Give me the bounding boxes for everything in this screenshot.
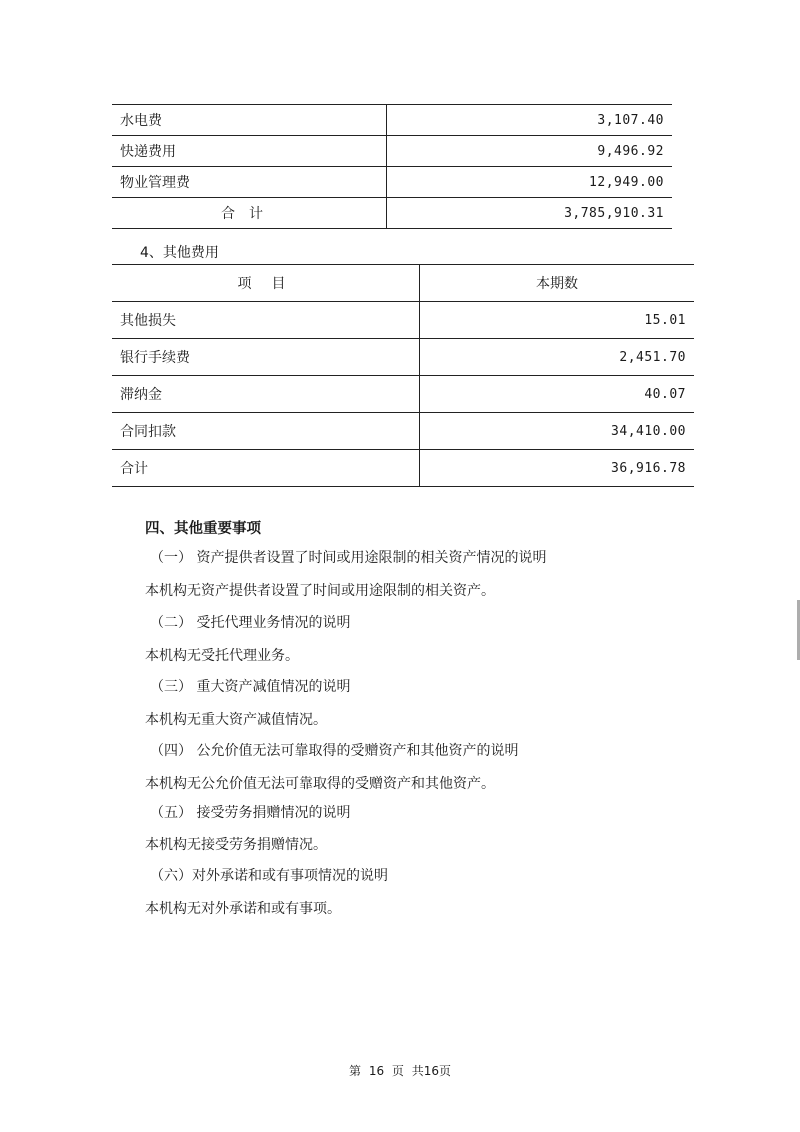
item-text: 本机构无公允价值无法可靠取得的受赠资产和其他资产。	[145, 776, 495, 792]
other-expenses-table	[112, 264, 694, 487]
table-row	[112, 376, 694, 413]
item-heading: （一） 资产提供者设置了时间或用途限制的相关资产情况的说明	[150, 550, 547, 566]
table-row	[112, 167, 672, 198]
header-current-period: 本期数	[536, 276, 578, 292]
header-item: 项目	[112, 265, 420, 302]
row-label: 快递费用	[112, 136, 387, 167]
row-label: 其他损失	[112, 302, 420, 339]
total-label: 合计	[112, 198, 387, 229]
row-value: 12,949.00	[589, 174, 664, 190]
item-text: 本机构无重大资产减值情况。	[145, 712, 327, 728]
item-heading: （五） 接受劳务捐赠情况的说明	[150, 805, 351, 821]
item-heading: （二） 受托代理业务情况的说明	[150, 615, 351, 631]
table-row	[112, 339, 694, 376]
table-header-row	[112, 265, 694, 302]
table-total-row	[112, 450, 694, 487]
item-text: 本机构无受托代理业务。	[145, 648, 299, 664]
row-value: 40.07	[644, 386, 686, 402]
row-label: 银行手续费	[112, 339, 420, 376]
total-value: 3,785,910.31	[564, 205, 664, 221]
row-value: 34,410.00	[611, 423, 686, 439]
item-text: 本机构无对外承诺和或有事项。	[145, 901, 341, 917]
item-heading: （四） 公允价值无法可靠取得的受赠资产和其他资产的说明	[150, 743, 519, 759]
row-label: 合同扣款	[112, 413, 420, 450]
item-text: 本机构无接受劳务捐赠情况。	[145, 837, 327, 853]
row-value: 15.01	[644, 312, 686, 328]
expense-table-continued	[112, 104, 672, 229]
subheading-other-expenses: 4、其他费用	[140, 245, 219, 261]
table-row	[112, 136, 672, 167]
row-label: 水电费	[112, 105, 387, 136]
total-value: 36,916.78	[611, 460, 686, 476]
section-title: 四、其他重要事项	[145, 521, 261, 537]
item-text: 本机构无资产提供者设置了时间或用途限制的相关资产。	[145, 583, 495, 599]
item-heading: （六）对外承诺和或有事项情况的说明	[150, 868, 388, 884]
total-label: 合计	[112, 450, 420, 487]
table-row	[112, 302, 694, 339]
table-total-row	[112, 198, 672, 229]
table-row	[112, 105, 672, 136]
row-label: 物业管理费	[112, 167, 387, 198]
item-heading: （三） 重大资产减值情况的说明	[150, 679, 351, 695]
page-number-footer: 第 16 页 共16页	[349, 1064, 451, 1078]
row-value: 9,496.92	[597, 143, 664, 159]
table-row	[112, 413, 694, 450]
row-label: 滞纳金	[112, 376, 420, 413]
row-value: 2,451.70	[619, 349, 686, 365]
row-value: 3,107.40	[597, 112, 664, 128]
